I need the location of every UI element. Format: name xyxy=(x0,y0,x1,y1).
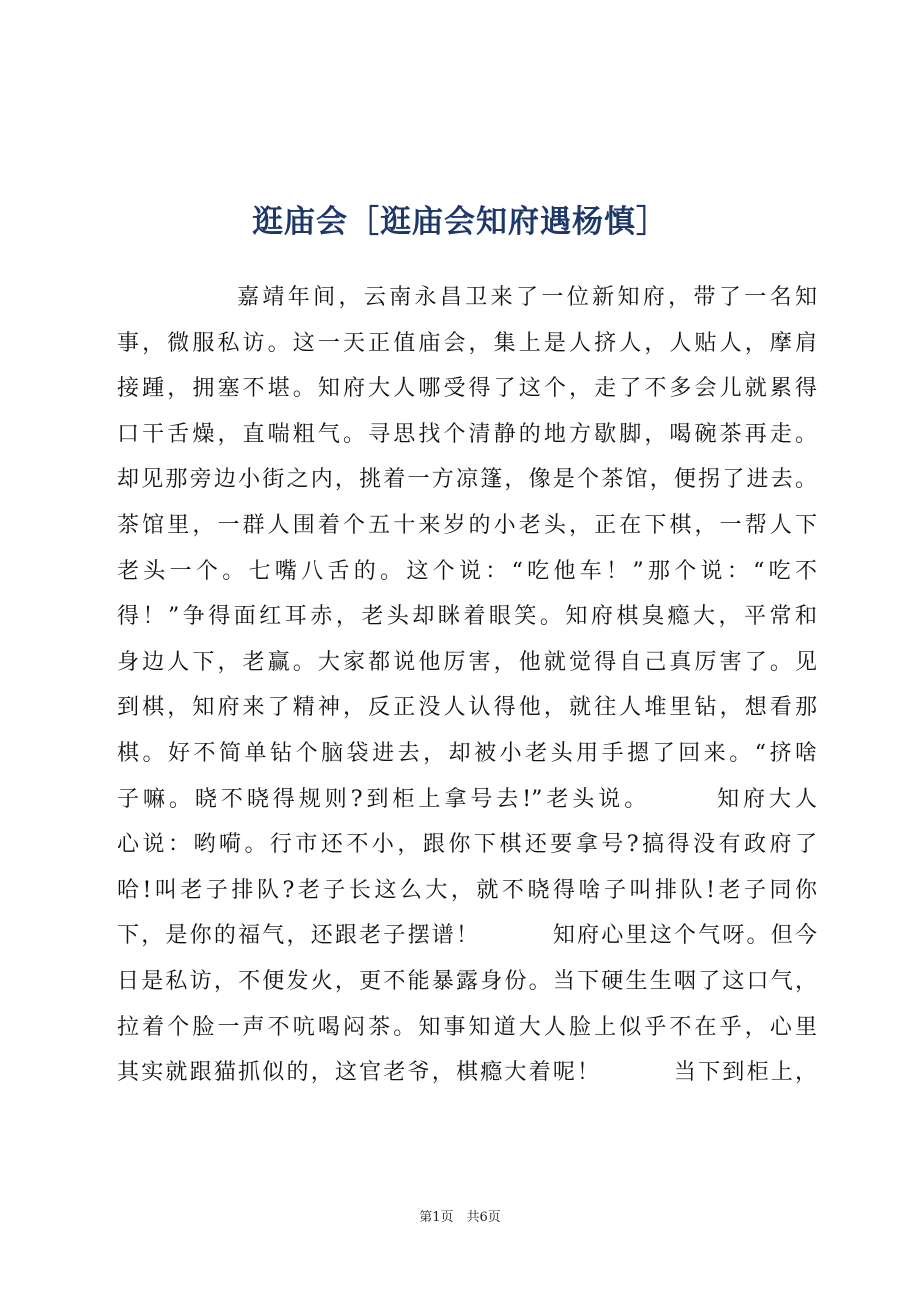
text-line: 口干舌燥，直喘粗气。寻思找个清静的地方歇脚，喝碗茶再走。 xyxy=(117,421,817,447)
document-body xyxy=(117,281,817,1102)
text-line: 下，是你的福气，还跟老子摆谱！ 知府心里这个气呀。但今 xyxy=(117,923,817,949)
text-line: 心说：哟嗬。行市还不小，跟你下棋还要拿号?搞得没有政府了 xyxy=(117,832,817,858)
text-line: 茶馆里，一群人围着个五十来岁的小老头，正在下棋，一帮人下 xyxy=(117,512,817,538)
text-line: 嘉靖年间，云南永昌卫来了一位新知府，带了一名知 xyxy=(237,285,817,310)
text-line: 接踵，拥塞不堪。知府大人哪受得了这个，走了不多会儿就累得 xyxy=(117,376,817,402)
text-line: 棋。好不简单钻个脑袋进去，却被小老头用手摁了回来。“挤啥 xyxy=(117,740,817,766)
page-number-footer: 第1页 共6页 xyxy=(419,1210,501,1225)
text-line: 哈!叫老子排队?老子长这么大，就不晓得啥子叫排队!老子同你 xyxy=(117,877,817,903)
text-line: 日是私访，不便发火，更不能暴露身份。当下硬生生咽了这口气， xyxy=(117,968,817,994)
text-line: 老头一个。七嘴八舌的。这个说：“吃他车！”那个说：“吃不 xyxy=(117,558,817,584)
text-line: 其实就跟猫抓似的，这官老爷，棋瘾大着呢！ 当下到柜上， xyxy=(117,1060,817,1086)
text-line: 得！”争得面红耳赤，老头却眯着眼笑。知府棋臭瘾大，平常和 xyxy=(117,604,817,630)
text-line: 却见那旁边小街之内，挑着一方凉篷，像是个茶馆，便拐了进去。 xyxy=(117,467,817,493)
text-line: 到棋，知府来了精神，反正没人认得他，就往人堆里钻，想看那 xyxy=(117,695,817,721)
text-line: 子嘛。晓不晓得规则?到柜上拿号去!”老头说。 知府大人 xyxy=(117,786,817,812)
text-line: 身边人下，老赢。大家都说他厉害，他就觉得自己真厉害了。见 xyxy=(117,649,817,675)
text-line: 事，微服私访。这一天正值庙会，集上是人挤人，人贴人，摩肩 xyxy=(117,330,817,356)
text-line: 拉着个脸一声不吭喝闷茶。知事知道大人脸上似乎不在乎，心里 xyxy=(117,1014,817,1040)
document-title: 逛庙会［逛庙会知府遇杨慎］ xyxy=(252,204,668,240)
